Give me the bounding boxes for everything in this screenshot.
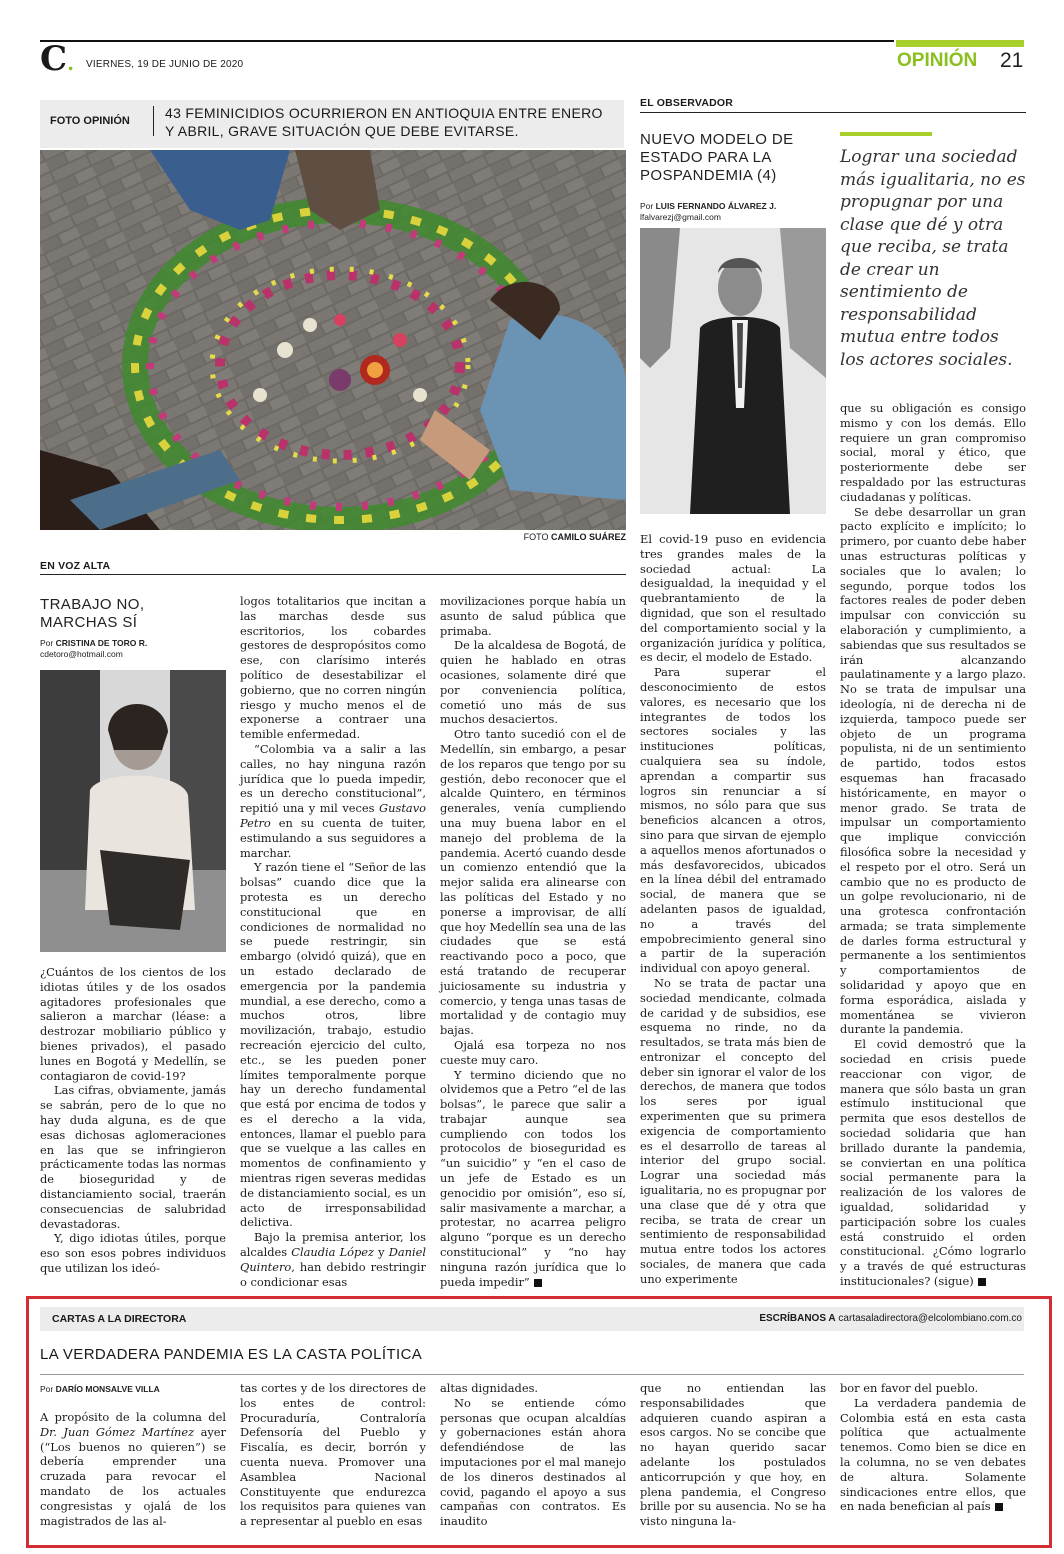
article-column-1: El covid-19 puso en evidencia tres grandes males de la sociedad actual: La desigualdad, la inequidad y el quebrantamiento de la dignidad, que son el resultado del comportamiento social y la organización jurídica y política, es decir, el modelo de Estado. Para superar el desconocimiento de estos valores, es necesario que los integrantes de todos los sectores sociales y las instituciones políticas, cualquiera sea su índole, aprendan a compartir sus logros sin renunciar a sí mismos, no sólo para que sus beneficios alcancen a otros, sino para que sirvan de ejemplo a aquellos menos afortunados o más desfavorecidos, ubicados en la línea débil del entramado social, de manera que se adelanten pasos de igualdad, no a través del empobrecimiento general sino a partir de la superación individual con apoyo general. No se trata de pactar una sociedad mendicante, colmada de caridad y de subsidios, ese esquema no rinde, no da resultados, se trata más bien de entronizar el concepto del deber sin ignorar el valor de los derechos, de manera que todos los seres por igual experimenten que su primera exigencia de comportamiento es el desarrollo de tareas al interior del grupo social. Lograr una sociedad más igualitaria, no es propugnar por una clase que dé y otra que reciba, se trata de crear un sentimiento de responsabilidad mutua entre todos los actores sociales, de manera que cada uno experimente xyxy=(640,532,826,1286)
foto-opinion-headline: 43 FEMINICIDIOS OCURRIERON EN ANTIOQUIA ENTRE ENERO Y ABRIL, GRAVE SITUACIÓN QUE DEBE EVITARSE. xyxy=(165,105,603,139)
pull-quote: Lograr una sociedad más igualitaria, no es propugnar por una clase que dé y otra que reciba, se trata de crear un sentimiento de responsabilidad mutua entre todos los actores sociales. xyxy=(840,147,1026,370)
author-name: DARÍO MONSALVE VILLA xyxy=(55,1384,160,1394)
issue-date: VIERNES, 19 DE JUNIO DE 2020 xyxy=(86,59,244,70)
section-rule xyxy=(40,574,626,575)
section-rule xyxy=(40,1374,1024,1375)
pull-quote-accent xyxy=(840,132,932,136)
letter-column-1: A propósito de la columna del Dr. Juan Gómez Martínez ayer (“Los buenos no quieren”) se debería emprender una cruzada para revocar el mandato de los actuales congresistas y ojalá de los magistrados de las al- xyxy=(40,1410,226,1528)
section-label-el-observador: EL OBSERVADOR xyxy=(640,97,734,109)
letter-title: LA VERDADERA PANDEMIA ES LA CASTA POLÍTICA xyxy=(40,1346,423,1363)
newspaper-logo: C. xyxy=(40,39,75,79)
article-column-3: movilizaciones porque había un asunto de salud pública que primaba. De la alcaldesa de Bogotá, de quien he hablado en otras ocasiones, solamente diré que por conveniencia política, cometió uno más de sus muchos desaciertos. Otro tanto sucedió con el de Medellín, sin embargo, a pesar de los reparos que tengo por su gestión, debo reconocer que el alcalde Quintero, en términos generales, venía cumpliendo una muy buena labor en el manejo del problema de la pandemia. Acertó cuando desde un comienzo entendió que la mejor salida era alinearse con las políticas del Estado y no ponerse a improvisar, de allí que hoy Medellín sea una de las ciudades que se está reactivando poco a poco, que está tratando de recuperar juiciosamente su industria y comercio, y tenga unas tasas de mortalidad y de contagio muy bajas. Ojalá esa torpeza no nos cueste muy caro. Y termino diciendo que no olvidemos que a Petro “el de las bolsas”, le parece que salir a trabajar aunque sea cumpliendo con todos los protocolos de bioseguridad es “un suicidio” y “en el caso de un jefe de Estado es un genocidio por omisión”, eso sí, salir masivamente a marchar, a protestar, no acarrea peligro alguno “porque es un derecho constitucional” y “no hay ninguna razón jurídica que lo pueda impedir” xyxy=(440,594,626,1289)
header-rule xyxy=(40,40,894,42)
article-title: NUEVO MODELO DE ESTADO PARA LA POSPANDEMIA (4) xyxy=(640,131,794,184)
section-label-cartas: CARTAS A LA DIRECTORA xyxy=(52,1313,187,1325)
section-accent-bar xyxy=(896,40,1024,47)
article-byline: Por CRISTINA DE TORO R. cdetoro@hotmail.com xyxy=(40,638,148,659)
author-photo xyxy=(640,228,826,514)
author-name: LUIS FERNANDO ÁLVAREZ J. xyxy=(655,201,777,211)
end-of-article-icon xyxy=(534,1279,542,1287)
article-column-1: ¿Cuántos de los cientos de los idiotas útiles y de los osados agitadores profesionales que salieron a marchar (léase: a destrozar mobiliario público y bienes privados), el pasado lunes en Bogotá y Medellín, se contagiaron de covid-19? Las cifras, obviamente, jamás se sabrán, pero de lo que no hay duda alguna, es de que esas dichosas aglomeraciones en las que se infringieron prácticamente todas las normas de bioseguridad y de distanciamiento social, traerán consecuencias de salubridad devastadoras. Y, digo idiotas útiles, porque eso son esos pobres individuos que utilizan los ideó- xyxy=(40,965,226,1275)
cartas-contact: ESCRÍBANOS A cartasaladirectora@elcolombiano.com.co xyxy=(759,1313,1022,1324)
letter-byline: Por DARÍO MONSALVE VILLA xyxy=(40,1384,160,1394)
letter-column-4: que no entiendan las responsabilidades que adquieren cuando aspiran a esos cargos. No se concibe que no hayan querido sacar adelante los postulados anticorrupción y que hoy, en plena pandemia, el Congreso brille por su ausencia. No se ha visto ninguna la- xyxy=(640,1381,826,1529)
end-of-article-icon xyxy=(978,1278,986,1286)
contact-email-link[interactable]: cartasaladirectora@elcolombiano.com.co xyxy=(838,1313,1022,1324)
letter-column-3: altas dignidades. No se entiende cómo personas que ocupan alcaldías y gobernaciones están ahora defendiéndose de las imputaciones por el mal manejo de los dineros destinados al covid, pagando el apoyo a sus campañas con contratos. Es inaudito xyxy=(440,1381,626,1529)
letter-column-2: tas cortes y de los directores de los entes de control: Procuraduría, Contraloría Defensoría del Pueblo y Fiscalía, es decir, borrón y cuenta nueva. Promover una Asamblea Nacional Constituyente que endurezca los requisitos para quienes van a representar al pueblo en esas xyxy=(240,1381,426,1529)
end-of-article-icon xyxy=(995,1503,1003,1511)
section-rule xyxy=(640,112,1026,113)
author-photo xyxy=(40,670,226,952)
article-column-2: que su obligación es consigo mismo y con los demás. Ello requiere un gran compromiso social, moral y ético, que posteriormente debe ser respaldado por las estructuras ciudadanas y políticas. Se debe desarrollar un gran pacto explícito e implícito; lo primero, por cuanto debe haber unas estructuras políticas y sociales que lo avalen; lo segundo, porque todos los factores reales de poder deben impulsar con convicción su elaboración y cumplimiento, a sabiendas que sus resultados se irán alcanzando paulatinamente y a largo plazo. No se trata de impulsar una ideología, ni de derecha ni de izquierda, tampoco puede ser objeto de un programa populista, ni de un sentimiento de partido, todos estos esquemas han fracasado históricamente, en mayor o menor grado. Se trata de impulsar un comportamiento que implique convicción filosófica sobre la necesidad y el respeto por el otro. Será un cambio que no es producto de un golpe revolucionario, ni de una grotesca confrontación armada; se trata simplemente de darles forma estructural y permanente a los sentimientos y comportamientos de solidaridad y apoyo que en forma esporádica, aislada y momentánea se vivieron durante la pandemia. El covid demostró que la sociedad en crisis puede reaccionar con vigor, de manera que sólo basta un gran estímulo institucional que permita que esos destellos de sociedad solidaria que han brillado durante la pandemia, se conviertan en una política social permanente para la realización de los valores de igualdad, solidaridad y participación sobre los cuales está construido el orden constitucional. ¿Cómo lograrlo y a través de qué estructuras institucionales? (sigue) xyxy=(840,401,1026,1289)
author-email: lfalvarezj@gmail.com xyxy=(640,212,721,222)
article-byline: Por LUIS FERNANDO ÁLVAREZ J. lfalvarezj@gmail.com xyxy=(640,201,777,222)
author-name: CRISTINA DE TORO R. xyxy=(55,638,148,648)
memorial-flowers-photo xyxy=(40,150,626,530)
article-column-2: logos totalitarios que incitan a las marchas desde sus escritorios, los cobardes gestores de despropósitos como ese, con clarísimo interés político de desestabilizar el gobierno, que no corren ningún riesgo y mucho menos el de exponerse a contraer una temible enfermedad. “Colombia va a salir a las calles, no hay ninguna razón jurídica que lo pueda impedir, es un derecho constitucional”, repitió una y mil veces Gustavo Petro en su cuenta de tuiter, estimulando a sus seguidores a marchar. Y razón tiene el “Señor de las bolsas” cuando dice que la protesta es un derecho constitucional que en condiciones de normalidad no se puede restringir, sin embargo (olvidó quizá), que en un estado declarado de emergencia por la pandemia mundial, a ese derecho, como a muchos otros, libre movilización, trabajo, estudio recreación ejercicio del culto, etc., se les pueden poner límites temporalmente porque hay un derecho fundamental que está por encima de todos y es el derecho a la vida, entonces, llamar el pueblo para que se vuelque a las calles en momentos de confinamiento y mientras rigen severas medidas de distanciamiento social, es un acto de irresponsabilidad delictiva. Bajo la premisa anterior, los alcaldes Claudia López y Daniel Quintero, han debido restringir o condicionar esas xyxy=(240,594,426,1289)
section-name: OPINIÓN xyxy=(897,50,978,71)
section-label-en-voz-alta: EN VOZ ALTA xyxy=(40,560,111,572)
article-title: TRABAJO NO, MARCHAS SÍ xyxy=(40,596,145,631)
author-email: cdetoro@hotmail.com xyxy=(40,649,123,659)
foto-opinion-divider xyxy=(153,106,154,136)
page-number: 21 xyxy=(1000,49,1024,72)
foto-opinion-label: FOTO OPINIÓN xyxy=(50,115,130,127)
photo-credit: FOTO CAMILO SUÁREZ xyxy=(523,532,626,542)
letter-column-5: bor en favor del pueblo. La verdadera pandemia de Colombia está en esta casta política que actualmente tenemos. Como bien se dice en la columna, no se ven debates de altura. Solamente sindicaciones entre ellos, que en nada benefician al país xyxy=(840,1381,1026,1514)
